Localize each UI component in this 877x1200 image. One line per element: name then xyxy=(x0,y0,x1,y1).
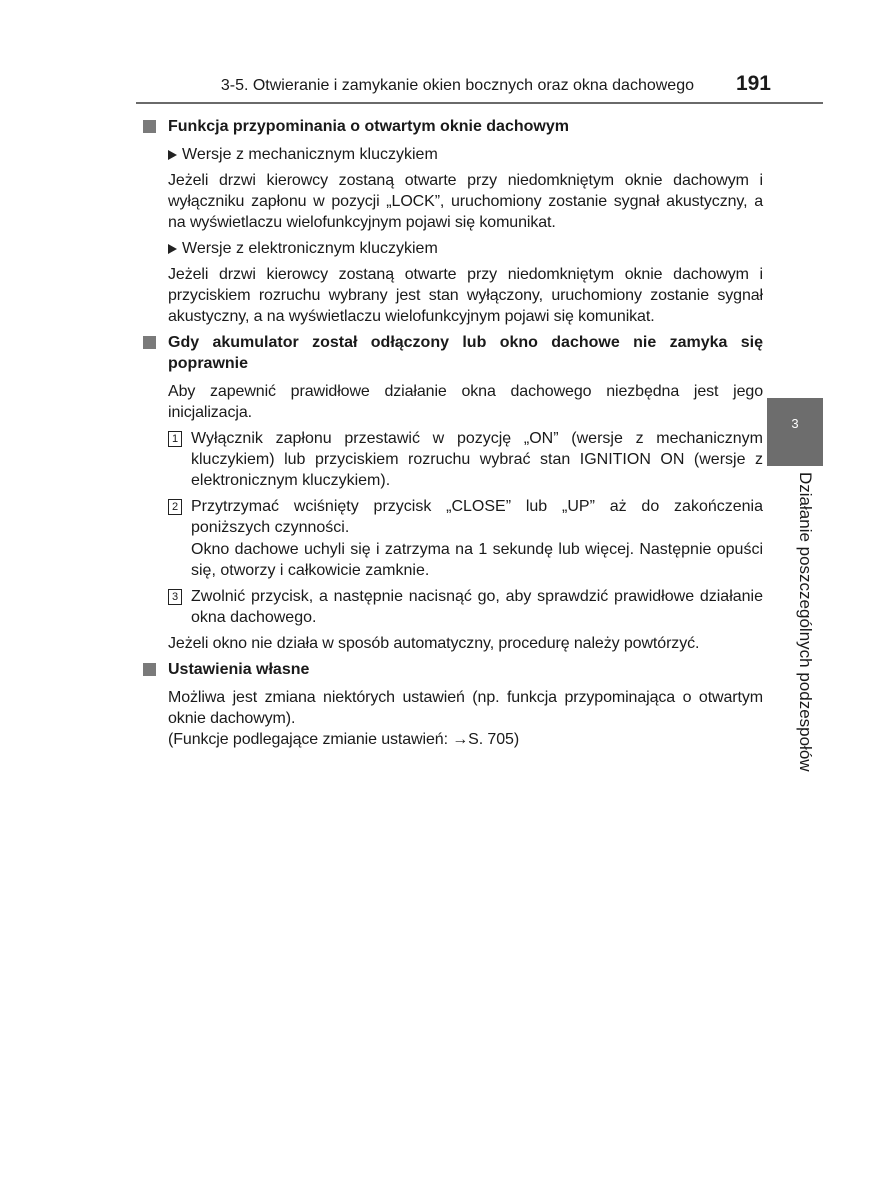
paragraph-custom-settings: Możliwa jest zmiana niektórych ustawień (np. funkcja przypominająca o otwartym oknie dachowym). xyxy=(168,689,763,727)
paragraph-electronic-key: Jeżeli drzwi kierowcy zostaną otwarte przy niedomkniętym oknie dachowym i przyciskiem rozruchu wybrany jest stan wyłączony, uruchomiony zostanie sygnał akustyczny, a na wyświetlaczu wielofunkcyjnym pojawi się komunikat. xyxy=(168,266,763,325)
section-heading-custom-settings: Ustawienia własne xyxy=(143,659,763,680)
triangle-bullet-icon xyxy=(168,244,177,254)
step-number-box: 2 xyxy=(168,499,182,515)
square-bullet-icon xyxy=(143,336,156,349)
chapter-title: 3-5. Otwieranie i zamykanie okien bocznych oraz okna dachowego xyxy=(220,77,694,94)
page-header xyxy=(0,74,877,104)
page-number: 191 xyxy=(735,72,771,95)
step-2: 2 Przytrzymać wciśnięty przycisk „CLOSE” lub „UP” aż do zakończenia poniższych czynności. Okno dachowe uchyli się i zatrzyma na 1 sekundę lub więcej. Następnie opuści się, otworzy i całkowicie zamknie. xyxy=(143,496,763,581)
chapter-tab-number: 3 xyxy=(791,416,799,431)
square-bullet-icon xyxy=(143,120,156,133)
step-2-note: Okno dachowe uchyli się i zatrzyma na 1 sekundę lub więcej. Następnie opuści się, otworzy i całkowicie zamknie. xyxy=(191,541,763,579)
step-3: 3 Zwolnić przycisk, a następnie nacisnąć go, aby sprawdzić prawidłowe działanie okna dachowego. xyxy=(143,586,763,628)
paragraph-mechanical-key: Jeżeli drzwi kierowcy zostaną otwarte przy niedomkniętym oknie dachowym i wyłączniku zapłonu w pozycji „LOCK”, uruchomiony zostanie sygnał akustyczny, a na wyświetlaczu wielofunkcyjnym pojawi się komunikat. xyxy=(168,172,763,231)
page-content xyxy=(143,116,763,755)
paragraph-settings-reference: (Funkcje podlegające zmianie ustawień: →S. 705) xyxy=(168,731,520,748)
header-divider xyxy=(136,102,823,104)
step-number-box: 1 xyxy=(168,431,182,447)
square-bullet-icon xyxy=(143,663,156,676)
paragraph-initialization-intro: Aby zapewnić prawidłowe działanie okna dachowego niezbędna jest jego inicjalizacja. xyxy=(168,383,763,421)
section-heading-sunroof-reminder: Funkcja przypominania o otwartym oknie dachowym xyxy=(143,116,763,137)
paragraph-repeat-procedure: Jeżeli okno nie działa w sposób automatyczny, procedurę należy powtórzyć. xyxy=(168,635,700,652)
step-number-box: 3 xyxy=(168,589,182,605)
triangle-bullet-icon xyxy=(168,150,177,160)
section-heading-battery-disconnected: Gdy akumulator został odłączony lub okno dachowe nie zamyka się poprawnie xyxy=(143,332,763,374)
subheading-mechanical-key: Wersje z mechanicznym kluczykiem xyxy=(143,144,763,165)
chapter-side-label: Działanie poszczególnych podzespołów xyxy=(796,472,815,772)
chapter-tab xyxy=(767,398,823,466)
step-1: 1 Wyłącznik zapłonu przestawić w pozycję „ON” (wersje z mechanicznym kluczykiem) lub przyciskiem rozruchu wybrać stan IGNITION ON (wersje z elektronicznym kluczykiem). xyxy=(143,428,763,491)
subheading-electronic-key: Wersje z elektronicznym kluczykiem xyxy=(143,238,763,259)
